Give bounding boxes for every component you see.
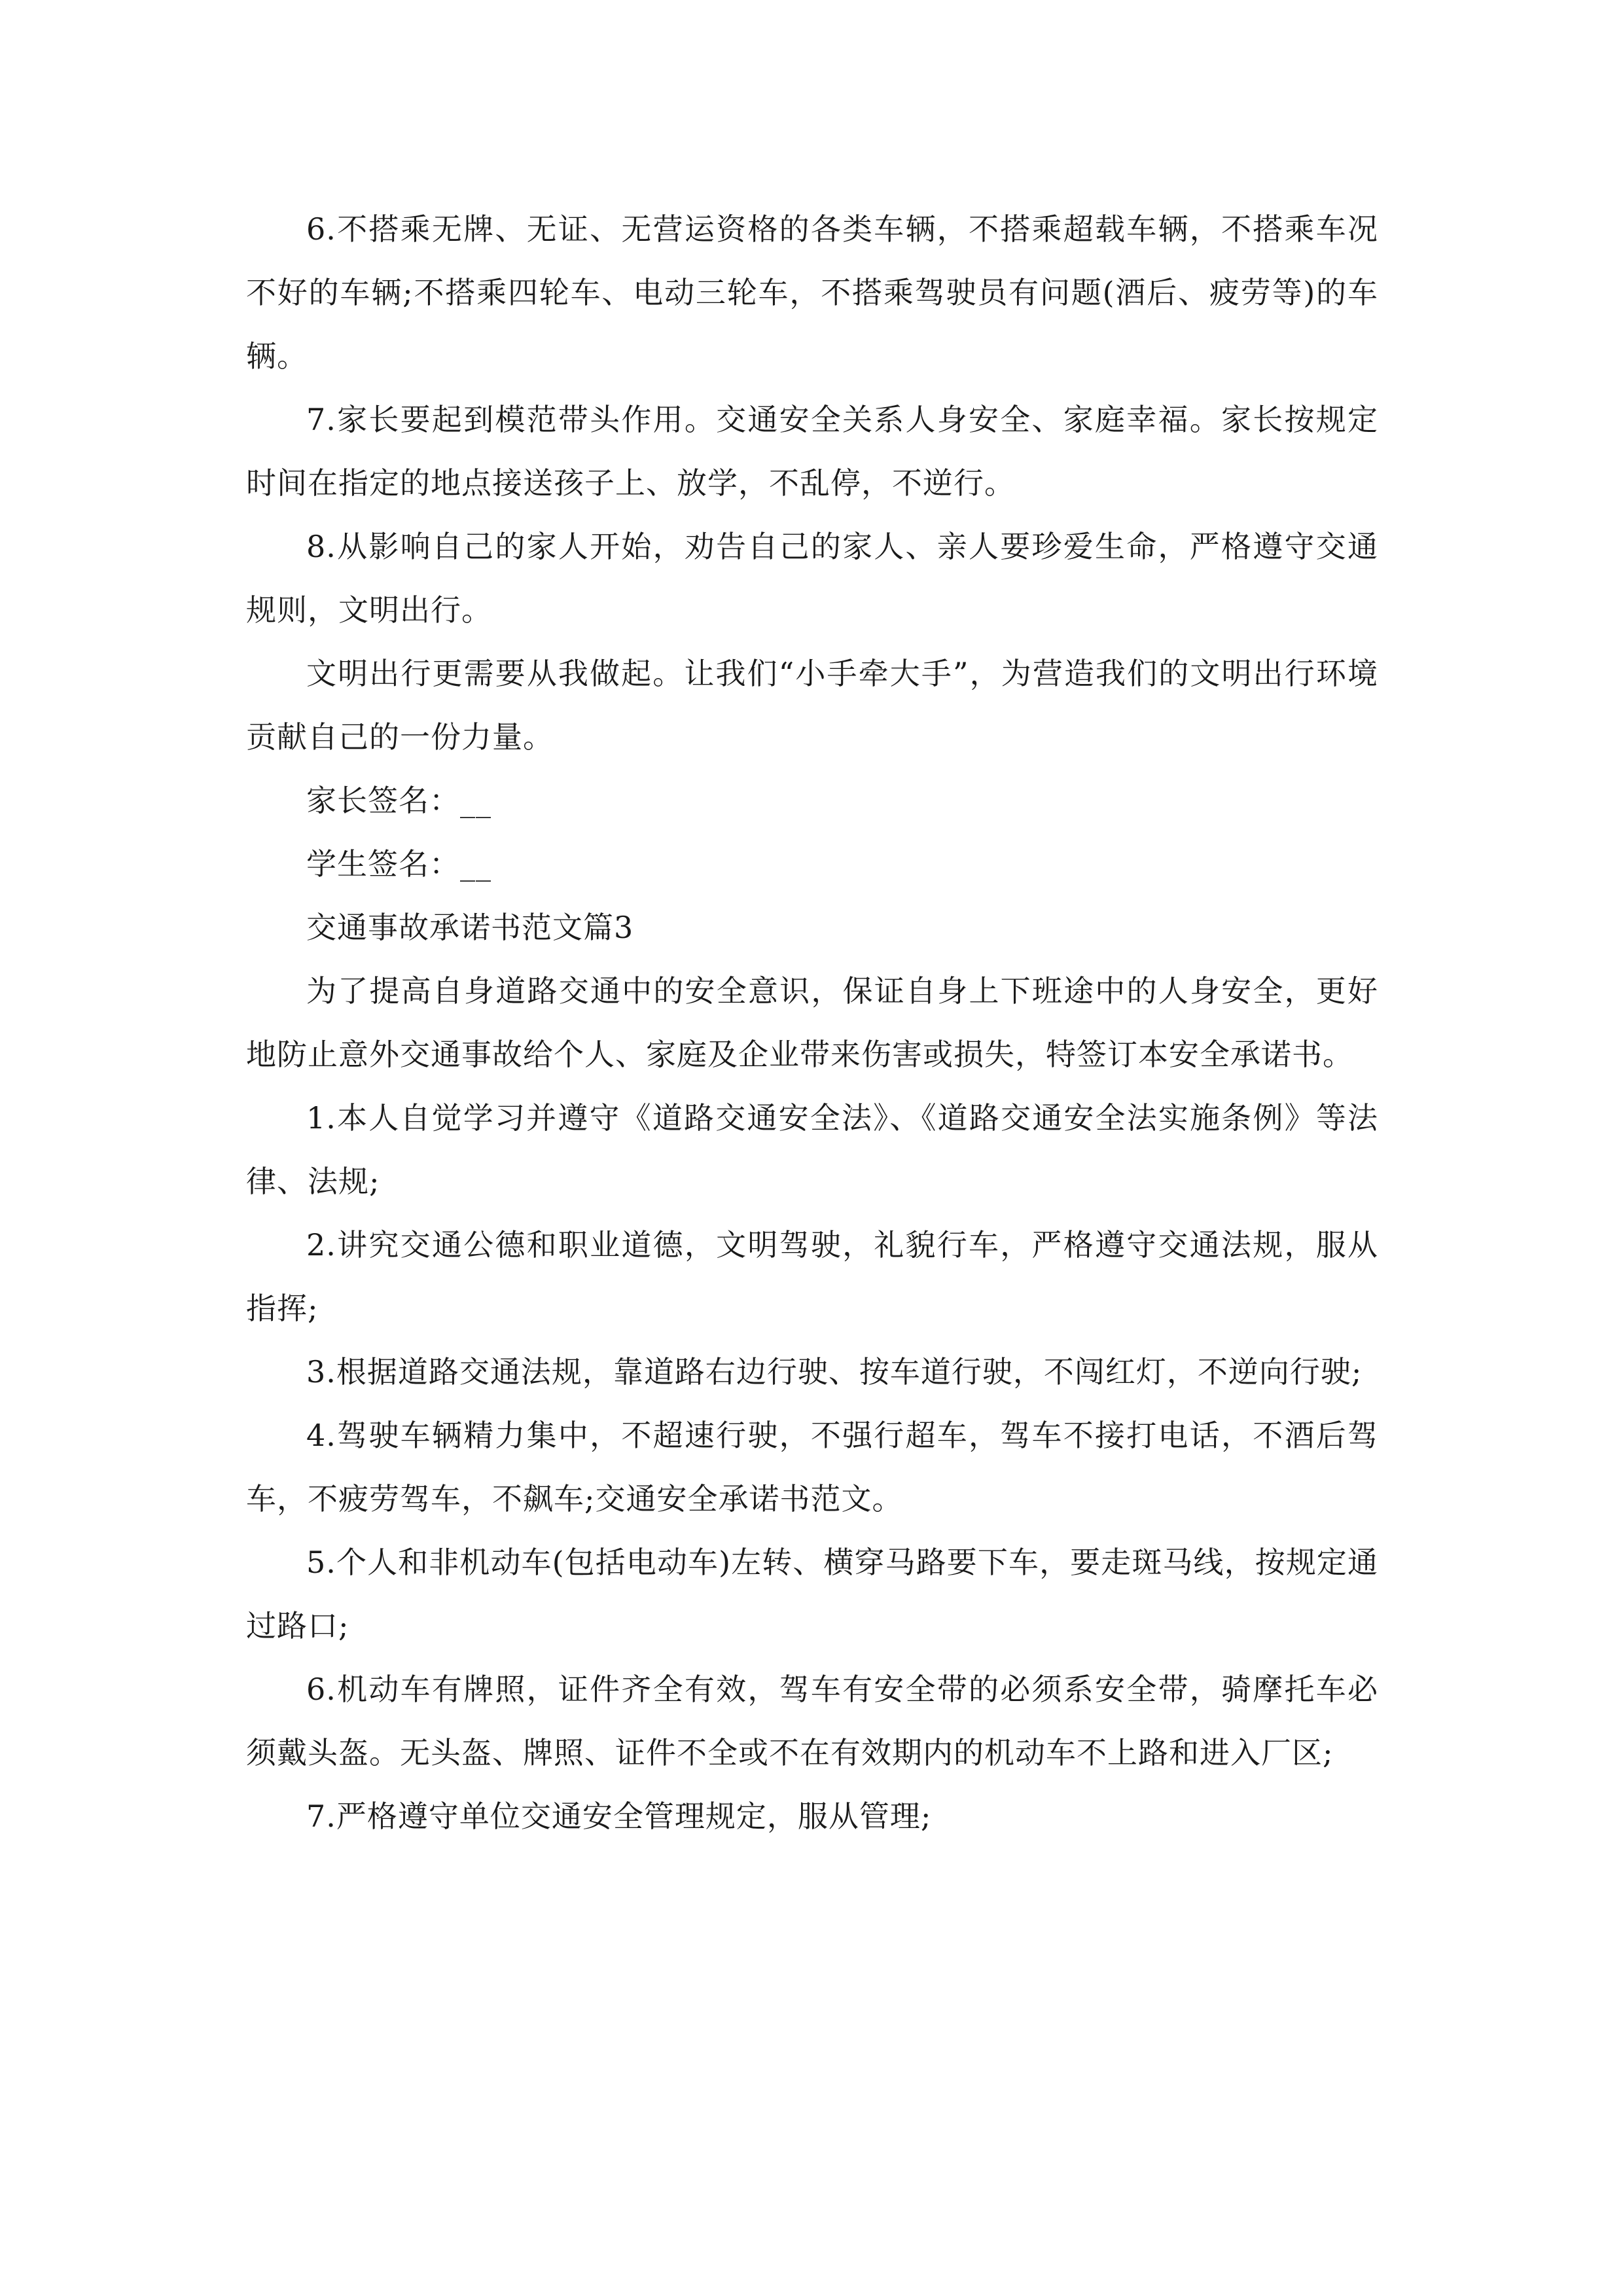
paragraph-intro: 为了提高自身道路交通中的安全意识，保证自身上下班途中的人身安全，更好地防止意外交通事故给个人、家庭及企业带来伤害或损失，特签订本安全承诺书。 (246, 973, 1378, 1072)
paragraph-item-7-parent-role: 7.家长要起到模范带头作用。交通安全关系人身安全、家庭幸福。家长按规定时间在指定的地点接送孩子上、放学，不乱停，不逆行。 (246, 402, 1378, 501)
commitment-item-5: 5.个人和非机动车(包括电动车)左转、横穿马路要下车，要走斑马线，按规定通过路口; (246, 1545, 1378, 1643)
commitment-item-3: 3.根据道路交通法规，靠道路右边行驶、按车道行驶，不闯红灯，不逆向行驶; (306, 1354, 1363, 1390)
commitment-item-2: 2.讲究交通公德和职业道德，文明驾驶，礼貌行车，严格遵守交通法规，服从指挥; (246, 1227, 1378, 1326)
document-body (246, 198, 1378, 1848)
commitment-item-1: 1.本人自觉学习并遵守《道路交通安全法》、《道路交通安全法实施条例》等法律、法规; (246, 1100, 1378, 1199)
section-heading: 交通事故承诺书范文篇3 (306, 910, 634, 945)
parent-signature-line: 家长签名：__ (306, 783, 491, 818)
paragraph-item-8-family-advice: 8.从影响自己的家人开始，劝告自己的家人、亲人要珍爱生命，严格遵守交通规则，文明出行。 (246, 529, 1378, 628)
student-signature-line: 学生签名：__ (306, 846, 491, 882)
commitment-item-7: 7.严格遵守单位交通安全管理规定，服从管理; (306, 1799, 932, 1834)
paragraph-closing: 文明出行更需要从我做起。让我们“小手牵大手”，为营造我们的文明出行环境贡献自己的一份力量。 (246, 656, 1378, 755)
paragraph-item-6-passenger-rules: 6.不搭乘无牌、无证、无营运资格的各类车辆，不搭乘超载车辆，不搭乘车况不好的车辆;不搭乘四轮车、电动三轮车，不搭乘驾驶员有问题(酒后、疲劳等)的车辆。 (246, 211, 1378, 374)
commitment-item-6: 6.机动车有牌照，证件齐全有效，驾车有安全带的必须系安全带，骑摩托车必须戴头盔。无头盔、牌照、证件不全或不在有效期内的机动车不上路和进入厂区; (246, 1672, 1378, 1770)
commitment-item-4: 4.驾驶车辆精力集中，不超速行驶，不强行超车，驾车不接打电话，不酒后驾车，不疲劳驾车，不飙车;交通安全承诺书范文。 (246, 1418, 1378, 1516)
